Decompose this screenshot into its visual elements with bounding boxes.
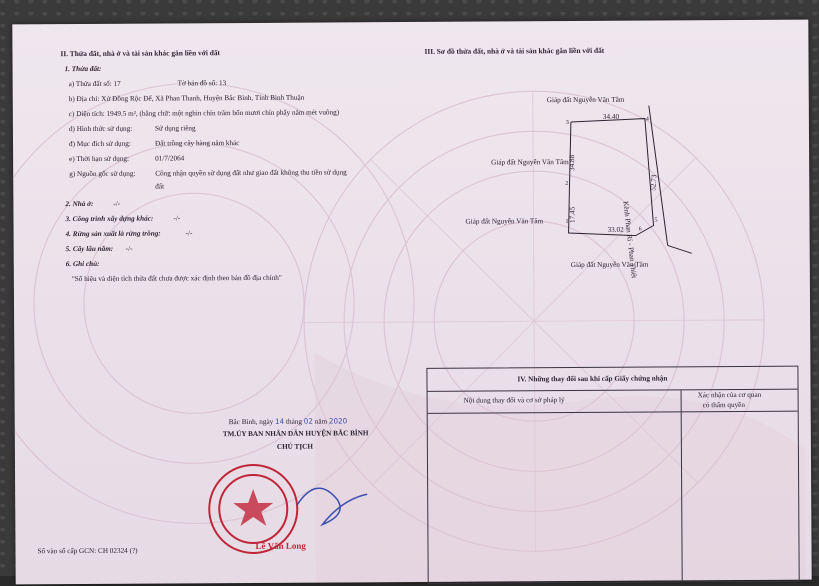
signing-year: 2020 <box>328 416 348 426</box>
item-2-label: 2. Nhà ở: <box>65 199 94 209</box>
signer-name: Lê Văn Long <box>255 540 306 551</box>
item-2-value: -/- <box>113 199 121 208</box>
changes-table-divider <box>681 389 683 581</box>
signing-place-prefix: Bắc Bình, ngày <box>228 417 274 427</box>
usage-term-value: 01/7/2064 <box>155 154 185 163</box>
section-ii-heading: II. Thửa đất, nhà ở và tài sản khác gắn liền với đất <box>60 48 221 59</box>
item-3-value: -/- <box>173 214 181 223</box>
item-1-label: 1. Thửa đất: <box>64 64 102 74</box>
usage-origin-value-cont: đất <box>155 182 165 191</box>
point-2: 2 <box>565 181 569 188</box>
item-4-value: -/- <box>185 229 193 238</box>
signing-month-label: tháng <box>285 417 302 426</box>
usage-term-label: e) Thời hạn sử dụng: <box>69 154 130 164</box>
section-iii-heading: III. Sơ đồ thửa đất, nhà ở và tài sản khác gắn liền với đất <box>424 45 605 56</box>
dim-right: 52.73 <box>649 174 659 192</box>
dim-left-lower: 17.45 <box>568 206 577 224</box>
signing-month: 02 <box>303 416 313 426</box>
item-5-label: 5. Cây lâu năm: <box>65 244 114 254</box>
signer-role: CHỦ TỊCH <box>276 442 313 451</box>
neighbor-bottom: Giáp đất Nguyễn Văn Tâm <box>570 260 649 270</box>
changes-table <box>426 366 799 584</box>
neighbor-left-lower: Giáp đất Nguyễn Văn Tâm <box>465 217 544 226</box>
usage-form-label: d) Hình thức sử dụng: <box>68 124 133 134</box>
signing-place-date <box>229 416 348 426</box>
neighbor-top: Giáp đất Nguyễn Văn Tâm <box>546 95 625 105</box>
dim-bottom: 33.02 <box>607 225 624 234</box>
usage-origin-value: Công nhận quyền sử dụng đất như giao đất không thu tiền sử dụng <box>155 168 347 178</box>
signing-day: 14 <box>275 416 285 426</box>
signing-year-label: năm <box>314 417 328 426</box>
point-5: 5 <box>654 217 658 224</box>
usage-purpose-value: Đất trồng cây hàng năm khác <box>155 139 240 148</box>
item-3-label: 3. Công trình xây dựng khác: <box>65 214 154 224</box>
point-4: 4 <box>645 116 649 123</box>
section-iv-heading: IV. Những thay đổi sau khi cấp Giấy chứng nhận <box>517 374 668 384</box>
parcel-address: b) Địa chỉ: Xứ Đồng Rộc Đế, Xã Phan Thanh, Huyện Bắc Bình, Tỉnh Bình Thuận <box>68 93 305 104</box>
parcel-number: a) Thửa đất số: 17 <box>68 79 121 89</box>
dim-left-upper: 34.88 <box>568 154 577 172</box>
canal-label: Kênh Phan Rí - Phan Thiết <box>621 200 638 279</box>
parcel-area: c) Diện tích: 1949.5 m², (bằng chữ: một nghìn chín trăm bốn mươi chín phẩy năm mét vuông) <box>68 108 340 119</box>
certificate-page <box>12 20 811 585</box>
dim-top: 34.40 <box>602 112 620 121</box>
book-number <box>37 547 137 556</box>
item-4-label: 4. Rừng sản xuất là rừng trồng: <box>65 229 161 239</box>
usage-form-value: Sử dụng riêng <box>154 124 196 133</box>
issuing-org: TM.ỦY BAN NHÂN DÂN HUYỆN BẮC BÌNH <box>222 429 369 439</box>
book-number-label: Số vào sổ cấp GCN: <box>37 546 97 556</box>
map-sheet-number: Tờ bản đồ số: 13 <box>177 79 227 88</box>
point-6: 6 <box>638 226 642 233</box>
usage-origin-label: g) Nguồn gốc sử dụng: <box>69 169 136 179</box>
changes-col-confirm-2: có thẩm quyền <box>702 400 745 410</box>
parcel-sketch <box>453 85 714 277</box>
neighbor-left-upper: Giáp đất Nguyễn Văn Tâm <box>491 158 569 167</box>
usage-purpose-label: đ) Mục đích sử dụng: <box>69 139 131 149</box>
changes-col-content: Nội dung thay đổi và cơ sở pháp lý <box>463 396 565 405</box>
item-6-label: 6. Ghi chú: <box>65 259 100 269</box>
item-5-value: -/- <box>125 244 133 253</box>
point-1: 1 <box>565 219 569 226</box>
note-text: "Số hiệu và diện tích thửa đất chưa được xác định theo bản đồ địa chính" <box>71 273 282 284</box>
changes-col-confirm-1: Xác nhận của cơ quan <box>697 390 762 400</box>
book-number-value: CH 02324 (?) <box>97 546 138 555</box>
point-3: 3 <box>565 120 569 127</box>
changes-table-header-row <box>428 389 798 414</box>
